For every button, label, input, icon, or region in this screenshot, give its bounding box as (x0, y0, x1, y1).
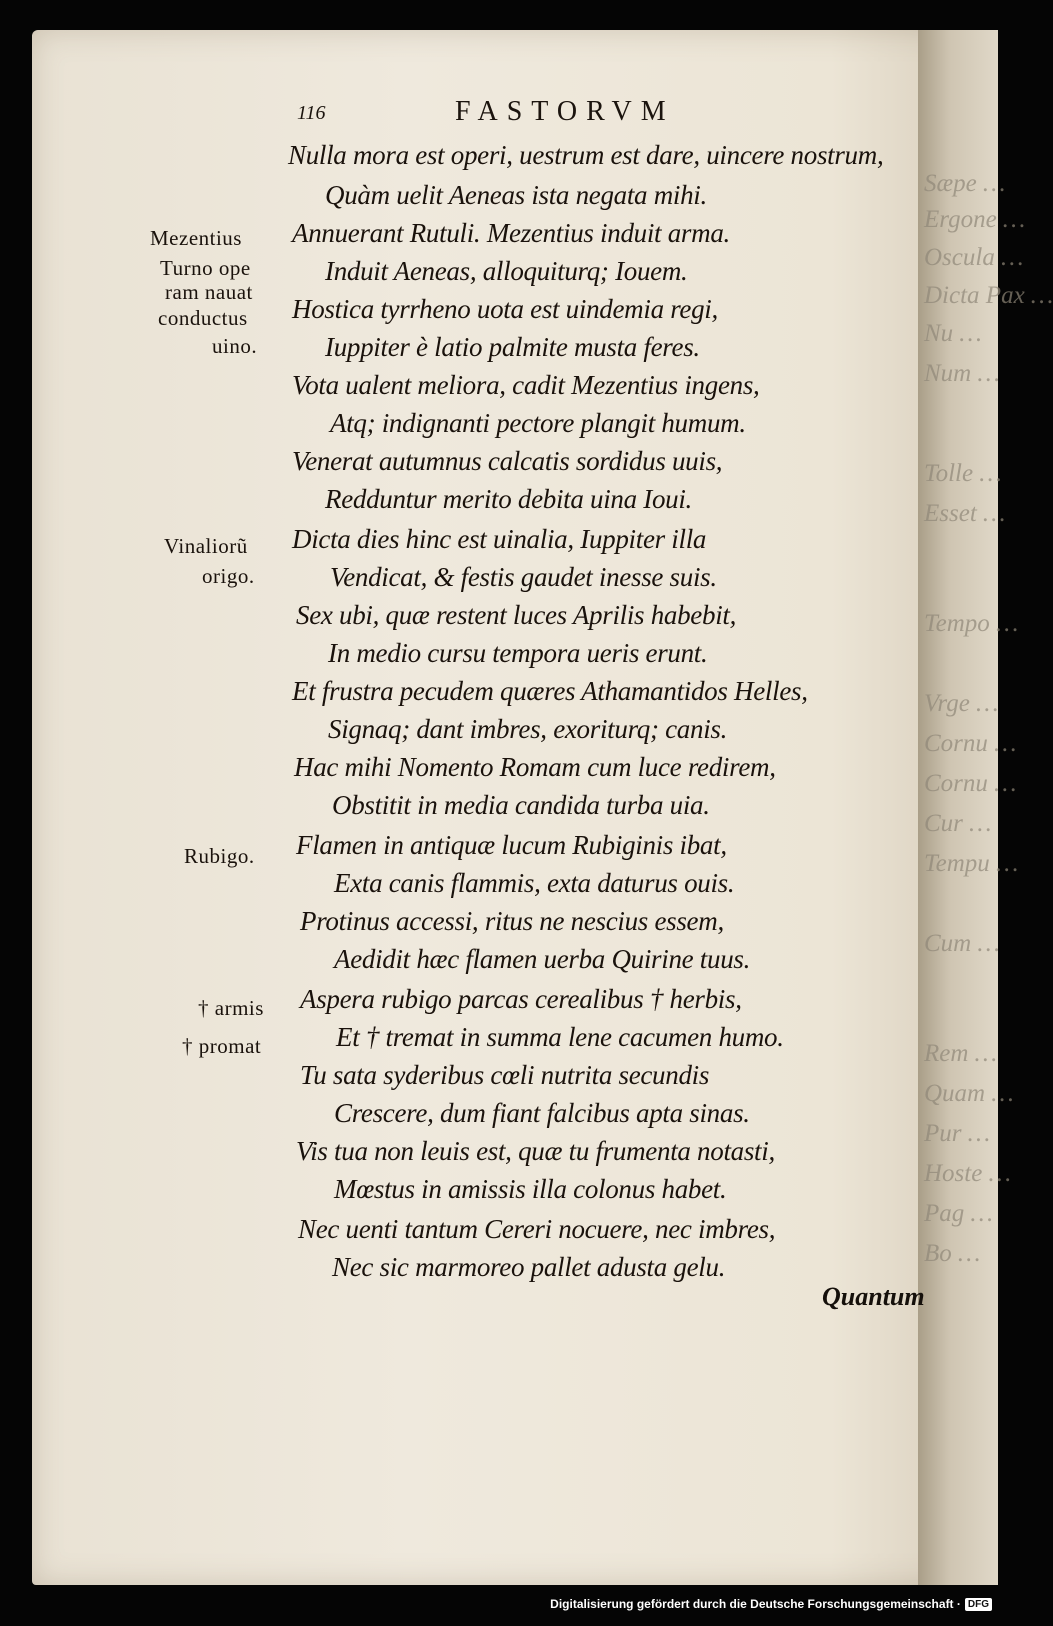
marginal-note: ram nauat (165, 280, 253, 304)
verse-line: Nec sic marmoreo pallet adusta gelu. (332, 1252, 726, 1282)
bleed-line: Tempo … (924, 610, 1019, 637)
verse-line: Hac mihi Nomento Romam cum luce redirem, (294, 752, 776, 782)
verse-line: Flamen in antiquæ lucum Rubiginis ibat, (296, 830, 727, 860)
marginal-note: uino. (212, 334, 258, 358)
verse-line: Tu sata syderibus cœli nutrita secundis (300, 1060, 710, 1090)
bleed-line: Num … (924, 360, 1000, 387)
marginal-note: Turno ope (160, 256, 251, 280)
verse-line: Quàm uelit Aeneas ista negata mihi. (325, 180, 707, 210)
verse-line: Et frustra pecudem quæres Athamantidos Helles, (292, 676, 808, 706)
verse-line: Annuerant Rutuli. Mezentius induit arma. (292, 218, 730, 248)
bleed-line: Tempu … (924, 850, 1019, 877)
bleed-line: Pag … (924, 1200, 993, 1227)
marginal-note: Mezentius (150, 226, 242, 250)
bleed-line: Ergone … (924, 206, 1026, 233)
verse-line: Protinus accessi, ritus ne nescius essem, (300, 906, 724, 936)
verse-line: Signaq; dant imbres, exoriturq; canis. (328, 714, 728, 744)
marginal-note: † armis (198, 996, 264, 1020)
verse-line: Iuppiter è latio palmite musta feres. (325, 332, 700, 362)
marginal-note: Vinaliorũ (164, 534, 248, 558)
bleed-line: Rem … (924, 1040, 997, 1067)
bleed-line: Cur … (924, 810, 992, 837)
bleed-line: Cornu … (924, 770, 1017, 797)
bleed-line: Pur … (924, 1120, 990, 1147)
marginal-note: origo. (202, 564, 255, 588)
verse-line: Mœstus in amissis illa colonus habet. (334, 1174, 727, 1204)
verse-line: Atq; indignanti pectore plangit humum. (330, 408, 746, 438)
verse-line: Redduntur merito debita uina Ioui. (325, 484, 693, 514)
bleed-line: Sæpe … (924, 170, 1006, 197)
verse-line: Obstitit in media candida turba uia. (332, 790, 710, 820)
page-number: 116 (297, 102, 326, 124)
bleed-line: Bo … (924, 1240, 981, 1267)
verse-line: Vendicat, & festis gaudet inesse suis. (330, 562, 717, 592)
bleed-line: Oscula … (924, 244, 1024, 271)
verse-line: In medio cursu tempora ueris erunt. (328, 638, 708, 668)
verse-line: Aedidit hæc flamen uerba Quirine tuus. (334, 944, 751, 974)
dfg-logo: DFG (965, 1598, 992, 1611)
bleed-line: Esset … (924, 500, 1006, 527)
marginal-note: conductus (158, 306, 248, 330)
verse-line: Venerat autumnus calcatis sordidus uuis, (292, 446, 723, 476)
bleed-line: Nu … (924, 320, 982, 347)
verse-line: Sex ubi, quæ restent luces Aprilis habebit, (296, 600, 737, 630)
verse-line: Vis tua non leuis est, quæ tu frumenta notasti, (296, 1136, 775, 1166)
bleed-line: Cum … (924, 930, 1000, 957)
verse-line: Aspera rubigo parcas cerealibus † herbis, (300, 984, 742, 1014)
bleed-line: Vrge … (924, 690, 999, 717)
verse-line: Vota ualent meliora, cadit Mezentius ingens, (292, 370, 760, 400)
bleed-line: Quam … (924, 1080, 1014, 1107)
bleed-line: Dicta Pax … (924, 282, 1053, 309)
footer-text: Digitalisierung gefördert durch die Deutsche Forschungsgemeinschaft · (550, 1597, 961, 1611)
verse-line: Et † tremat in summa lene cacumen humo. (336, 1022, 784, 1052)
bleed-line: Hoste … (924, 1160, 1011, 1187)
facing-page-edge (918, 30, 1053, 1585)
verse-line: Hostica tyrrheno uota est uindemia regi, (292, 294, 718, 324)
verse-line: Nec uenti tantum Cereri nocuere, nec imbres, (298, 1214, 776, 1244)
bleed-line: Cornu … (924, 730, 1017, 757)
bleed-line: Tolle … (924, 460, 1002, 487)
verse-line: Exta canis flammis, exta daturus ouis. (334, 868, 735, 898)
catchword: Quantum (822, 1282, 925, 1311)
verse-line: Dicta dies hinc est uinalia, Iuppiter illa (292, 524, 707, 554)
verse-line: Nulla mora est operi, uestrum est dare, uincere nostrum, (288, 140, 884, 170)
marginal-note: † promat (182, 1034, 262, 1058)
digitization-footer (550, 1597, 992, 1611)
verse-line: Crescere, dum fiant falcibus apta sinas. (334, 1098, 750, 1128)
running-head: FASTORVM (455, 96, 675, 127)
verse-line: Induit Aeneas, alloquiturq; Iouem. (325, 256, 688, 286)
marginal-note: Rubigo. (184, 844, 255, 868)
